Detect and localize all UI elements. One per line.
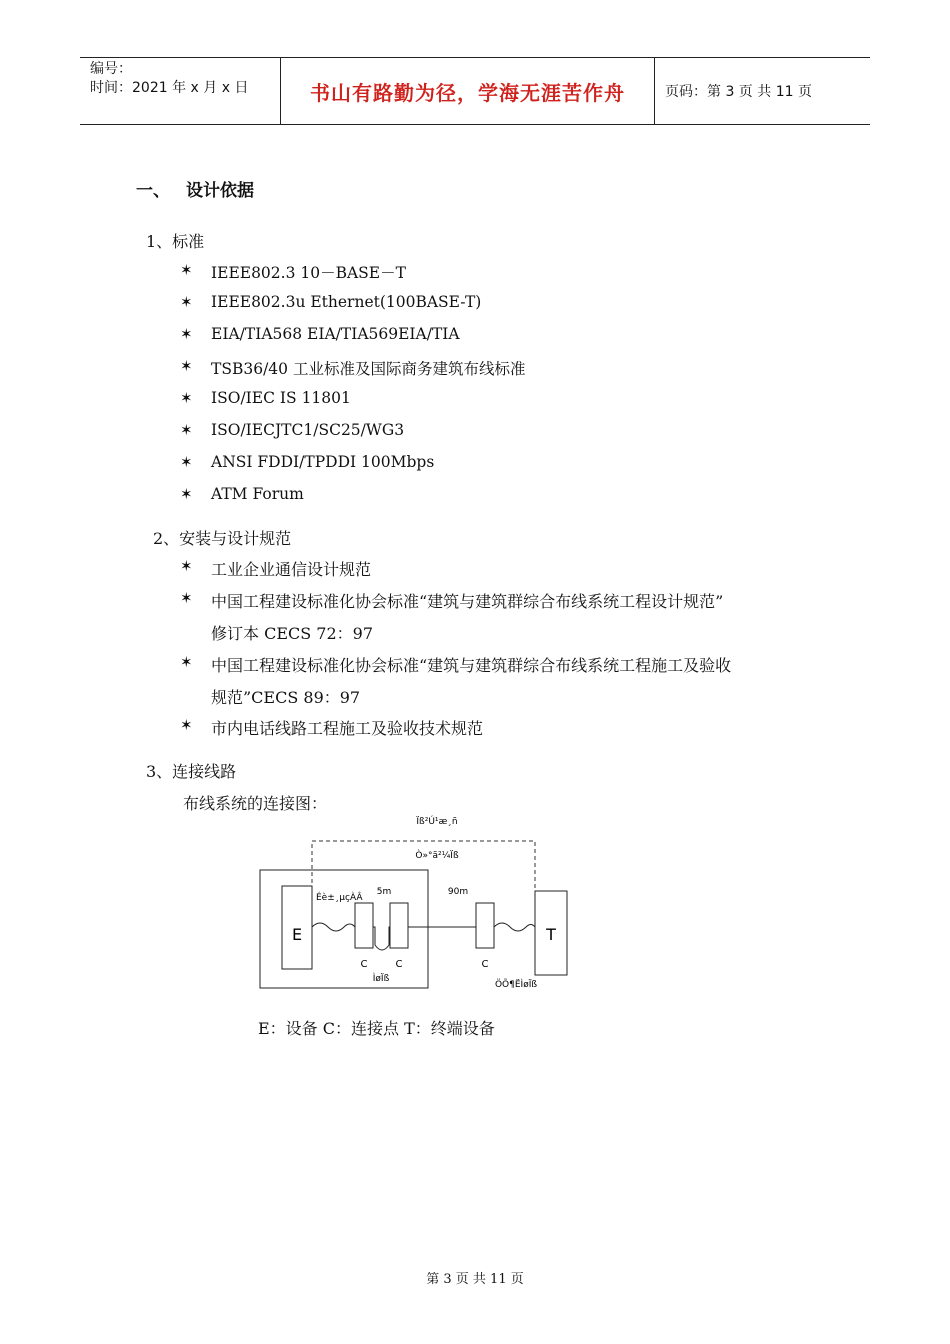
header-motto: 书山有路勤为径，学海无涯苦作舟 [281,58,655,124]
bullet-star-icon: ✶ [180,357,193,375]
standard-item: ISO/IEC IS 11801 [211,389,351,407]
patch-cord [373,927,390,950]
bullet-star-icon: ✶ [180,261,193,279]
connection-heading: 3、连接线路 [146,762,237,781]
bullet-star-icon: ✶ [180,557,193,575]
standard-item: TSB36/40 工业标准及国际商务建筑布线标准 [211,360,526,378]
header-page-number: 页码：第 3 页 共 11 页 [665,84,812,100]
header-info [80,58,281,124]
diagram-inner-label: Ò»°ã²¼Ïß [415,851,459,861]
spec-item-line1: 工业企业通信设计规范 [211,560,372,579]
section-title: 设计依据 [186,181,254,201]
bullet-star-icon: ✶ [180,653,193,671]
equipment-room-box [260,870,428,988]
bullet-star-icon: ✶ [180,389,193,407]
bullet-star-icon: ✶ [180,421,193,439]
spec-item-line2: 规范”CECS 89：97 [211,688,361,707]
patch-panel-label: ÌøÏß [372,974,390,984]
box-e-label: E [291,925,303,944]
standard-item: EIA/TIA568 EIA/TIA569EIA/TIA [211,325,460,343]
bullet-star-icon: ✶ [180,589,193,607]
diagram-top-label: Ïß²Ú¹æ¸ñ [416,817,458,827]
equipment-cable [312,923,355,931]
standard-item: ATM Forum [211,485,304,503]
connector-c2-label: C [395,959,403,970]
standard-item: ISO/IECJTC1/SC25/WG3 [211,421,405,439]
bullet-star-icon: ✶ [180,293,193,311]
section-heading [136,176,254,201]
spec-item-line1: 中国工程建设标准化协会标准“建筑与建筑群综合布线系统工程施工及验收 [211,656,732,675]
bullet-star-icon: ✶ [180,485,193,503]
section-number: 一、 [136,181,170,201]
page-footer: 第 3 页 共 11 页 [426,1272,524,1287]
spec-item-line2: 修订本 CECS 72：97 [211,624,374,643]
equipment-cable-label: Éè±¸µçÀÂ [316,893,363,903]
bullet-star-icon: ✶ [180,325,193,343]
spec-item-line1: 市内电话线路工程施工及验收技术规范 [211,719,484,738]
standard-item: IEEE802.3u Ethernet(100BASE-T) [211,293,482,311]
document-time-label: 时间：2021 年 x 月 x 日 [90,80,249,96]
connector-c3-label: C [481,959,489,970]
distance-90m: 90m [447,887,469,897]
page-header [80,57,870,125]
diagram-caption: 布线系统的连接图： [183,794,328,813]
terminal-patch-label: ÖÕ¶ËÌøÏß [494,980,538,990]
standard-item: ANSI FDDI/TPDDI 100Mbps [211,453,435,471]
box-t-label: T [546,925,556,944]
connector-c1 [355,903,373,948]
connection-diagram [240,805,600,1005]
bullet-star-icon: ✶ [180,453,193,471]
diagram-legend: E：设备 C：连接点 T：终端设备 [258,1019,495,1038]
connector-c1-label: C [360,959,368,970]
standard-item: IEEE802.3 10－BASE－T [211,264,406,282]
spec-item-line1: 中国工程建设标准化协会标准“建筑与建筑群综合布线系统工程设计规范” [211,592,724,611]
standards-heading: 1、标准 [146,232,205,251]
document-number-label: 编号： [90,61,132,77]
connector-c3 [476,903,494,948]
terminal-cable [494,923,535,931]
specs-heading: 2、安装与设计规范 [153,529,292,548]
connector-c2 [390,903,408,948]
distance-5m: 5m [376,887,392,897]
bullet-star-icon: ✶ [180,716,193,734]
